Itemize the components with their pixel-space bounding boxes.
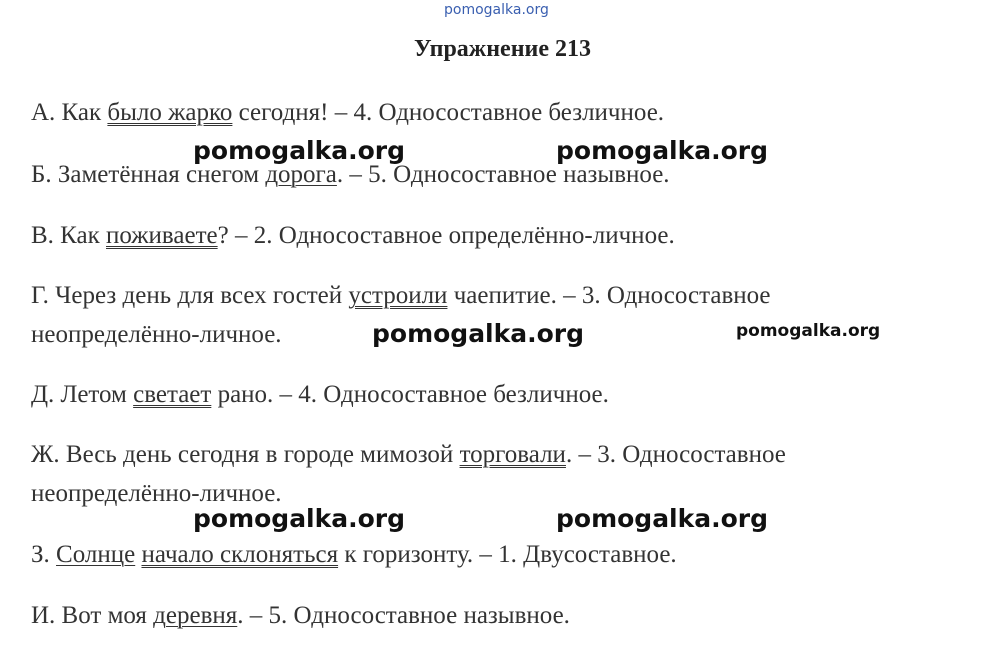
item-i-pre: И. Вот моя — [31, 602, 154, 629]
item-zh — [31, 440, 786, 470]
item-i — [31, 601, 570, 631]
item-zh-predicate: торговали — [459, 441, 566, 468]
watermark-top: pomogalka.org — [444, 2, 549, 18]
item-a — [31, 98, 664, 128]
item-z-predicate: начало склоняться — [141, 541, 339, 568]
item-z-post: к горизонту. – 1. Двусоставное. — [338, 541, 677, 568]
item-d-predicate: светает — [133, 381, 212, 408]
item-g-predicate: устроили — [348, 282, 448, 309]
watermark: pomogalka.org — [372, 319, 585, 348]
watermark: pomogalka.org — [736, 321, 881, 341]
item-d — [31, 380, 609, 410]
item-g — [31, 281, 771, 311]
item-i-main: деревня — [153, 602, 238, 629]
item-d-post: рано. – 4. Односоставное безличное. — [211, 381, 609, 408]
item-z-subject: Солнце — [56, 541, 136, 568]
item-a-pre: А. Как — [31, 99, 108, 126]
item-i-post: . – 5. Односоставное назывное. — [237, 602, 570, 629]
item-a-post: сегодня! – 4. Односоставное безличное. — [232, 99, 665, 126]
item-b-main: дорога — [265, 161, 337, 188]
item-d-pre: Д. Летом — [31, 381, 134, 408]
item-b-pre: Б. Заметённая снегом — [31, 161, 266, 188]
item-z — [31, 540, 677, 570]
watermark: pomogalka.org — [556, 504, 769, 533]
item-g-post: чаепитие. – 3. Односоставное — [447, 282, 771, 309]
item-g-pre: Г. Через день для всех гостей — [31, 282, 349, 309]
item-v — [31, 221, 675, 251]
item-v-post: ? – 2. Односоставное определённо-личное. — [217, 222, 675, 249]
item-z-pre: З. — [31, 541, 57, 568]
item-g-line2: неопределённо-личное. — [31, 321, 282, 348]
watermark: pomogalka.org — [556, 136, 769, 165]
item-a-predicate: было жарко — [107, 99, 233, 126]
item-b-post: . – 5. Односоставное назывное. — [336, 161, 670, 188]
item-v-pre: В. Как — [31, 222, 107, 249]
watermark: pomogalka.org — [193, 504, 406, 533]
page-title: Упражнение 213 — [413, 36, 591, 62]
item-zh-post: . – 3. Односоставное — [565, 441, 786, 468]
item-zh-pre: Ж. Весь день сегодня в городе мимозой — [31, 441, 460, 468]
watermark: pomogalka.org — [193, 136, 406, 165]
item-zh-line2: неопределённо-личное. — [31, 480, 282, 507]
item-v-predicate: поживаете — [106, 222, 218, 249]
